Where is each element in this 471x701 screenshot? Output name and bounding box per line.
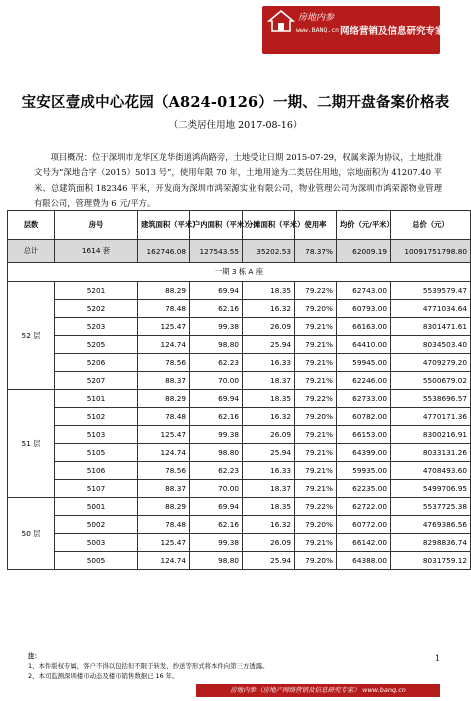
table-cell: 79.21% [295, 444, 337, 462]
table-cell: 5499706.95 [391, 480, 471, 498]
table-cell: 125.47 [138, 426, 190, 444]
column-header: 建筑面积（平米） [138, 211, 190, 240]
table-cell: 8034503.40 [391, 336, 471, 354]
table-cell: 8300216.91 [391, 426, 471, 444]
column-header: 分摊面积（平米） [243, 211, 295, 240]
table-cell: 4708493.60 [391, 462, 471, 480]
brand-banner [262, 6, 445, 54]
table-cell: 88.37 [138, 372, 190, 390]
table-cell: 18.37 [243, 480, 295, 498]
table-cell: 5539579.47 [391, 282, 471, 300]
column-header: 总价（元） [391, 211, 471, 240]
table-row [8, 516, 471, 534]
table-cell: 125.47 [138, 534, 190, 552]
table-cell: 4770171.36 [391, 408, 471, 426]
notes [28, 651, 433, 681]
table-cell: 60782.00 [337, 408, 391, 426]
table-cell: 16.32 [243, 408, 295, 426]
column-header: 房号 [55, 211, 138, 240]
table-cell: 88.29 [138, 390, 190, 408]
total-cell: 78.37% [295, 240, 337, 263]
table-cell: 88.29 [138, 282, 190, 300]
table-cell: 62.16 [190, 300, 243, 318]
table-row [8, 444, 471, 462]
table-row [8, 300, 471, 318]
section-row [8, 263, 471, 282]
project-overview: 项目概况：位于深圳市龙华区龙华街道鸿尚路旁，土地受让日期 2015-07-29，权属来源为协议，土地批准文号为“深地合字（2015）5013 号”，使用年限 70 年，土地用途为二类居住用地，宗地面积为 41207.40 平米、总建筑面积 182346 平米，开发商为深圳市鸿荣源实业有限公司，物业管理公司为深圳市鸿荣源物业管理有限公司，管理费为 6 元/平方。 [34, 152, 442, 208]
total-cell: 62009.19 [337, 240, 391, 263]
total-cell: 总计 [8, 240, 55, 263]
table-cell: 62.16 [190, 408, 243, 426]
table-cell: 79.21% [295, 462, 337, 480]
floor-label: 50 层 [8, 498, 55, 570]
table-cell: 59945.00 [337, 354, 391, 372]
table-row [8, 354, 471, 372]
table-cell: 88.29 [138, 498, 190, 516]
table-cell: 16.32 [243, 516, 295, 534]
column-header: 层数 [8, 211, 55, 240]
page-subtitle: （二类居住用地 2017-08-16） [168, 120, 303, 131]
table-row [8, 390, 471, 408]
table-cell: 5500679.02 [391, 372, 471, 390]
table-cell: 124.74 [138, 336, 190, 354]
table-cell: 62246.00 [337, 372, 391, 390]
table-cell: 5102 [55, 408, 138, 426]
table-cell: 88.37 [138, 480, 190, 498]
total-cell: 127543.55 [190, 240, 243, 263]
table-row [8, 480, 471, 498]
table-cell: 124.74 [138, 552, 190, 570]
table-row [8, 318, 471, 336]
table-cell: 79.22% [295, 498, 337, 516]
table-cell: 79.21% [295, 354, 337, 372]
total-cell: 10091751798.80 [391, 240, 471, 263]
table-cell: 5207 [55, 372, 138, 390]
table-cell: 78.56 [138, 462, 190, 480]
table-cell: 18.35 [243, 498, 295, 516]
table-cell: 26.09 [243, 318, 295, 336]
brand-slogan: 网络营销及信息研究专家 [340, 26, 445, 37]
table-cell: 4709279.20 [391, 354, 471, 372]
table-cell: 78.48 [138, 300, 190, 318]
table-row [8, 498, 471, 516]
table-cell: 25.94 [243, 336, 295, 354]
table-cell: 5002 [55, 516, 138, 534]
brand-name: 房地内参 [298, 13, 335, 23]
table-cell: 78.56 [138, 354, 190, 372]
table-cell: 18.37 [243, 372, 295, 390]
table-cell: 99.38 [190, 534, 243, 552]
table-cell: 5106 [55, 462, 138, 480]
section-label: 一期 3 栋 A 座 [8, 263, 471, 282]
table-row [8, 426, 471, 444]
table-cell: 62.16 [190, 516, 243, 534]
note-item: 1、本件版权专属，客户不得以包括但不限于转发、抄送等形式将本件向第三方透露。 [28, 662, 269, 670]
table-cell: 62.23 [190, 354, 243, 372]
table-cell: 69.94 [190, 498, 243, 516]
table-row [8, 534, 471, 552]
table-cell: 78.48 [138, 408, 190, 426]
table-cell: 62722.00 [337, 498, 391, 516]
table-cell: 79.21% [295, 336, 337, 354]
table-cell: 78.48 [138, 516, 190, 534]
table-cell: 5537725.38 [391, 498, 471, 516]
table-cell: 5201 [55, 282, 138, 300]
table-cell: 66153.00 [337, 426, 391, 444]
table-row [8, 336, 471, 354]
floor-label: 51 层 [8, 390, 55, 498]
page-number: 1 [435, 654, 441, 663]
table-cell: 60772.00 [337, 516, 391, 534]
table-header-row [8, 211, 471, 240]
note-item: 2、本司监测深圳楼市动态及楼市销售数据已 16 年。 [28, 672, 179, 680]
table-cell: 8298836.74 [391, 534, 471, 552]
column-header: 户内面积（平米） [190, 211, 243, 240]
table-cell: 99.38 [190, 426, 243, 444]
table-cell: 79.21% [295, 480, 337, 498]
table-cell: 18.35 [243, 390, 295, 408]
table-cell: 8301471.61 [391, 318, 471, 336]
table-cell: 8033131.26 [391, 444, 471, 462]
table-row [8, 408, 471, 426]
table-cell: 62733.00 [337, 390, 391, 408]
table-cell: 5107 [55, 480, 138, 498]
table-cell: 60793.00 [337, 300, 391, 318]
table-cell: 4769386.56 [391, 516, 471, 534]
column-header: 使用率 [295, 211, 337, 240]
table-cell: 79.20% [295, 408, 337, 426]
table-cell: 5005 [55, 552, 138, 570]
floor-label: 52 层 [8, 282, 55, 390]
table-cell: 70.00 [190, 372, 243, 390]
table-cell: 26.09 [243, 534, 295, 552]
table-cell: 79.21% [295, 426, 337, 444]
table-cell: 66142.00 [337, 534, 391, 552]
table-cell: 62235.00 [337, 480, 391, 498]
brand-url: www.BANQ.cn [296, 26, 340, 34]
table-cell: 16.32 [243, 300, 295, 318]
table-cell: 98.80 [190, 336, 243, 354]
table-cell: 25.94 [243, 552, 295, 570]
table-cell: 98.80 [190, 444, 243, 462]
table-cell: 99.38 [190, 318, 243, 336]
table-cell: 98.80 [190, 552, 243, 570]
table-cell: 64410.00 [337, 336, 391, 354]
table-cell: 5206 [55, 354, 138, 372]
notes-label: 注： [28, 652, 41, 660]
table-cell: 18.35 [243, 282, 295, 300]
table-cell: 5101 [55, 390, 138, 408]
table-cell: 5003 [55, 534, 138, 552]
table-cell: 125.47 [138, 318, 190, 336]
table-cell: 79.21% [295, 318, 337, 336]
total-row [8, 240, 471, 263]
table-cell: 59935.00 [337, 462, 391, 480]
table-cell: 79.20% [295, 552, 337, 570]
table-cell: 124.74 [138, 444, 190, 462]
page-title: 宝安区壹成中心花园（A824-0126）一期、二期开盘备案价格表 [21, 94, 450, 111]
table-cell: 62.23 [190, 462, 243, 480]
house-logo-icon [268, 10, 294, 32]
table-cell: 79.22% [295, 390, 337, 408]
table-cell: 5538696.57 [391, 390, 471, 408]
table-cell: 5103 [55, 426, 138, 444]
table-cell: 79.20% [295, 300, 337, 318]
footer-banner: 房地内参（房地产网络营销及信息研究专家） www.banq.cn [196, 684, 440, 697]
price-table [7, 210, 471, 570]
table-cell: 79.21% [295, 534, 337, 552]
table-cell: 5001 [55, 498, 138, 516]
table-cell: 25.94 [243, 444, 295, 462]
table-cell: 16.33 [243, 462, 295, 480]
table-cell: 16.33 [243, 354, 295, 372]
total-cell: 1614 套 [55, 240, 138, 263]
total-cell: 35202.53 [243, 240, 295, 263]
table-cell: 5202 [55, 300, 138, 318]
table-cell: 79.20% [295, 516, 337, 534]
table-cell: 69.94 [190, 282, 243, 300]
table-cell: 69.94 [190, 390, 243, 408]
table-cell: 5203 [55, 318, 138, 336]
table-cell: 70.00 [190, 480, 243, 498]
table-cell: 62743.00 [337, 282, 391, 300]
table-cell: 64399.00 [337, 444, 391, 462]
total-cell: 162746.08 [138, 240, 190, 263]
table-row [8, 552, 471, 570]
table-row [8, 462, 471, 480]
table-cell: 5105 [55, 444, 138, 462]
table-row [8, 282, 471, 300]
column-header: 均价（元/平米） [337, 211, 391, 240]
table-cell: 5205 [55, 336, 138, 354]
table-cell: 26.09 [243, 426, 295, 444]
table-cell: 79.21% [295, 372, 337, 390]
table-cell: 4771034.64 [391, 300, 471, 318]
table-row [8, 372, 471, 390]
table-cell: 66163.00 [337, 318, 391, 336]
table-cell: 8031759.12 [391, 552, 471, 570]
table-cell: 79.22% [295, 282, 337, 300]
table-cell: 64388.00 [337, 552, 391, 570]
